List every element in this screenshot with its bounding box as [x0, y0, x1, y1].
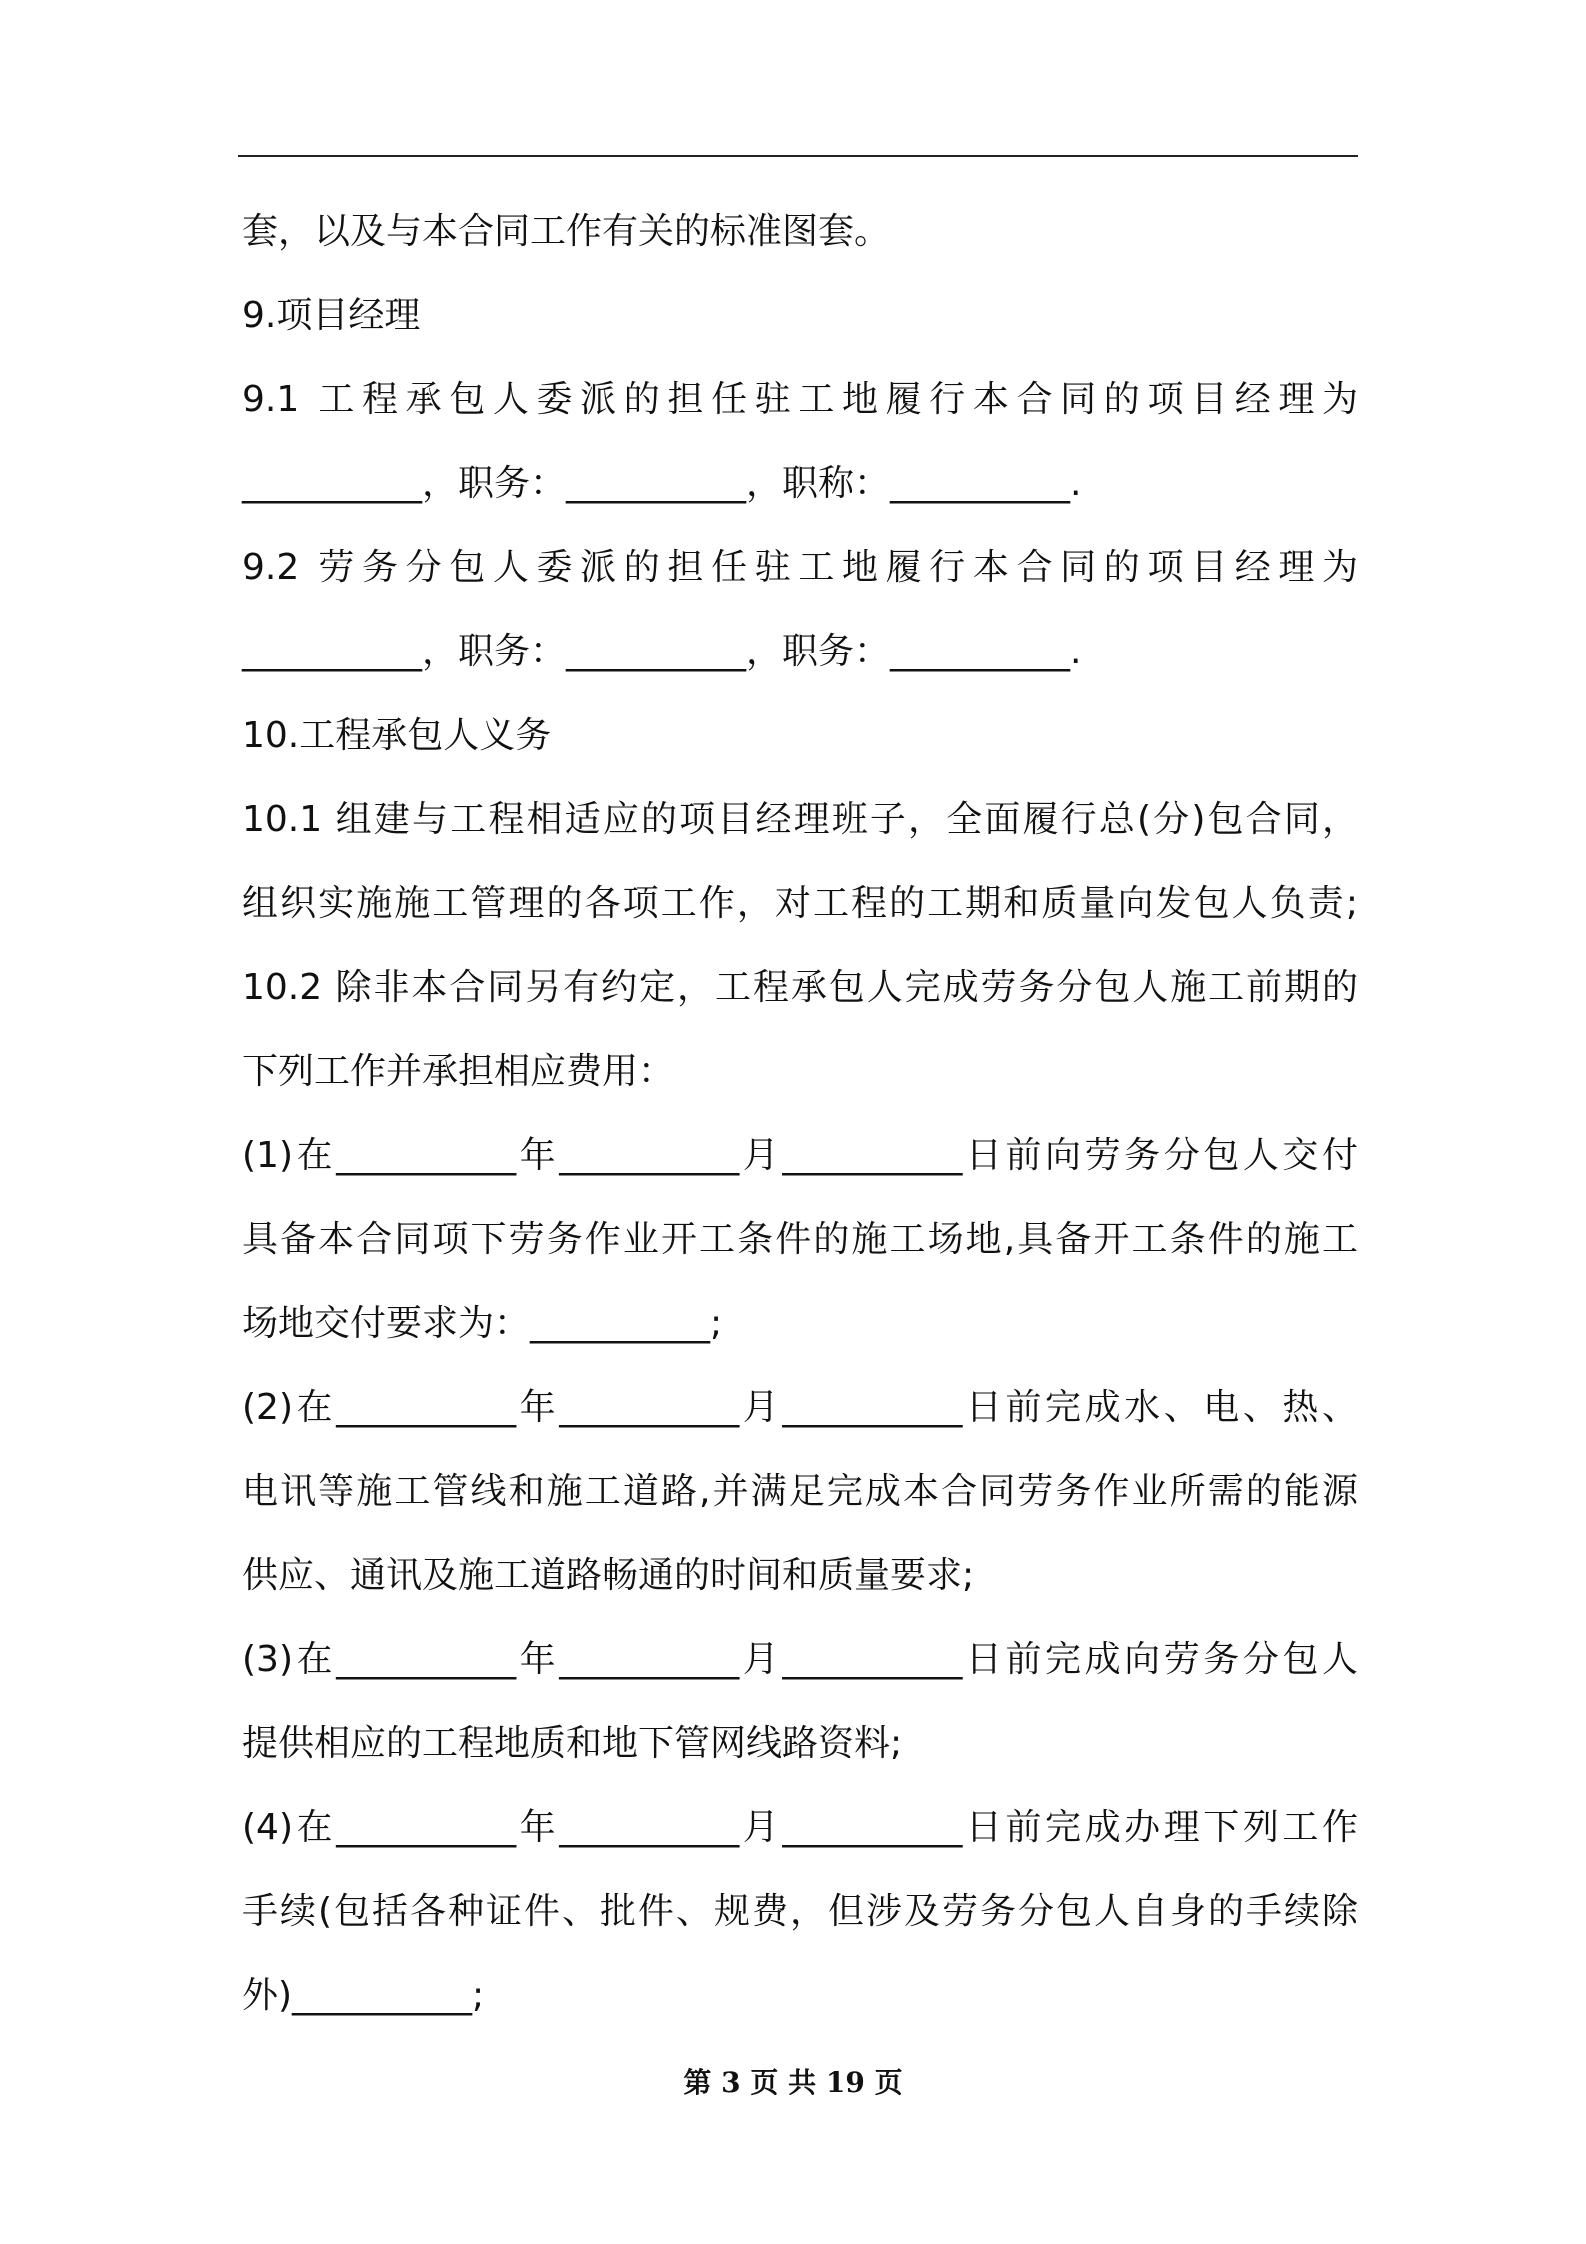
item-4-cont: 手续(包括各种证件、批件、规费，但涉及劳务分包人自身的手续除 [242, 1891, 1358, 1932]
section-heading-10: 10.工程承包人义务 [242, 715, 552, 756]
text-line-continuation: 套，以及与本合同工作有关的标准图套。 [242, 211, 891, 252]
item-2: (2)在__________年__________月__________日前完成水、电、热、 [242, 1387, 1358, 1428]
clause-9-2: 9.2 劳务分包人委派的担任驻工地履行本合同的项目经理为 [242, 547, 1358, 588]
clause-10-1-cont: 组织实施施工管理的各项工作，对工程的工期和质量向发包人负责; [242, 883, 1358, 924]
document-body [242, 190, 1358, 2038]
section-heading-9: 9.项目经理 [242, 295, 421, 336]
item-2-cont: 电讯等施工管线和施工道路,并满足完成本合同劳务作业所需的能源 [242, 1471, 1358, 1512]
item-1: (1)在__________年__________月__________日前向劳务分包人交付 [242, 1135, 1358, 1176]
clause-10-2: 10.2 除非本合同另有约定，工程承包人完成劳务分包人施工前期的 [242, 967, 1358, 1008]
page-number: 第 3 页 共 19 页 [683, 2066, 903, 2099]
clause-9-2-blanks: __________，职务：__________，职务：__________. [242, 631, 1082, 672]
clause-9-1-blanks: __________，职务：__________，职称：__________. [242, 463, 1082, 504]
clause-10-2-cont: 下列工作并承担相应费用： [242, 1051, 675, 1092]
clause-9-1: 9.1 工程承包人委派的担任驻工地履行本合同的项目经理为 [242, 379, 1358, 420]
item-3-end: 提供相应的工程地质和地下管网线路资料; [242, 1723, 903, 1764]
item-2-end: 供应、通讯及施工道路畅通的时间和质量要求; [242, 1555, 975, 1596]
item-1-cont: 具备本合同项下劳务作业开工条件的施工场地,具备开工条件的施工 [242, 1219, 1358, 1260]
item-1-end: 场地交付要求为：__________; [242, 1303, 723, 1344]
header-rule [238, 155, 1358, 157]
item-3: (3)在__________年__________月__________日前完成向劳务分包人 [242, 1639, 1358, 1680]
clause-10-1: 10.1 组建与工程相适应的项目经理班子，全面履行总(分)包合同， [242, 799, 1358, 840]
item-4-end: 外)__________; [242, 1975, 485, 2016]
item-4: (4)在__________年__________月__________日前完成办理下列工作 [242, 1807, 1358, 1848]
